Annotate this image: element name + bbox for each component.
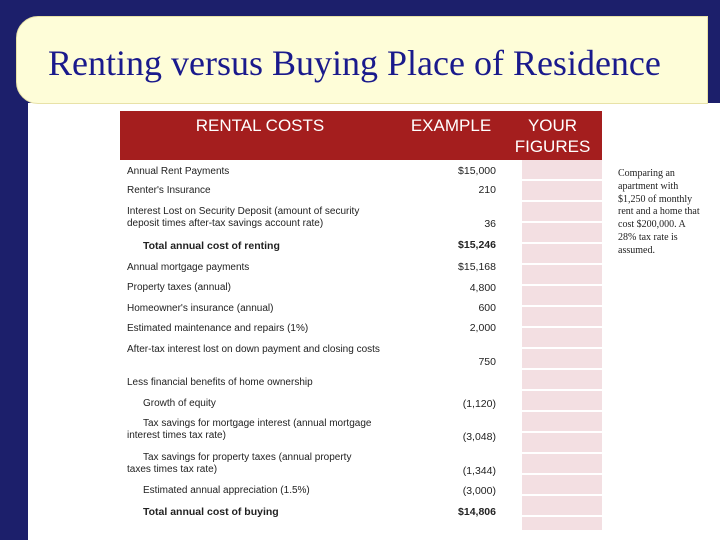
your-figures-column (522, 160, 602, 530)
row-label: Homeowner's insurance (annual) (127, 303, 274, 314)
row-value: (3,048) (462, 431, 496, 443)
row-value: 2,000 (469, 322, 496, 334)
row-value-total-renting: $15,246 (458, 239, 496, 251)
left-band (0, 103, 28, 540)
row-label-section: Less financial benefits of home ownership (127, 377, 313, 388)
row-label: Interest Lost on Security Deposit (amount of security deposit times after-tax savings account rate) (127, 206, 360, 229)
row-value: 750 (478, 356, 496, 368)
row-value: (3,000) (462, 485, 496, 497)
row-label: Estimated annual appreciation (1.5%) (143, 485, 310, 496)
right-strip (706, 0, 720, 103)
row-label: Tax savings for mortgage interest (annual mortgage interest times tax rate) (127, 418, 372, 441)
row-label: Annual Rent Payments (127, 166, 230, 177)
row-label: Estimated maintenance and repairs (1%) (127, 323, 309, 334)
header-rental-costs: RENTAL COSTS (195, 116, 325, 135)
side-note: Comparing an apartment with $1,250 of monthly rent and a home that cost $200,000. A 28% tax rate is assumed. (618, 168, 700, 256)
row-value: (1,344) (462, 465, 496, 477)
row-value: 36 (484, 218, 496, 230)
row-label: Property taxes (annual) (127, 282, 231, 293)
header-example: EXAMPLE (410, 116, 492, 135)
row-value: 210 (478, 184, 496, 196)
row-label: Annual mortgage payments (127, 262, 250, 273)
slide-title: Renting versus Buying Place of Residence (48, 43, 661, 83)
row-label-total-buying: Total annual cost of buying (143, 506, 279, 518)
row-label: Growth of equity (143, 398, 216, 409)
row-label-total-renting: Total annual cost of renting (143, 240, 280, 252)
row-label: Renter's Insurance (127, 185, 211, 196)
row-label: After-tax interest lost on down payment and closing costs (127, 344, 380, 355)
row-value: $15,000 (458, 165, 496, 177)
row-value: 600 (478, 302, 496, 314)
row-label: Tax savings for property taxes (annual property taxes times tax rate) (127, 452, 352, 475)
row-value: (1,120) (462, 398, 496, 410)
row-value-total-buying: $14,806 (458, 506, 496, 518)
row-value: 4,800 (469, 282, 496, 294)
row-value: $15,168 (458, 261, 496, 273)
header-your-figures: YOUR FIGURES (514, 116, 591, 156)
